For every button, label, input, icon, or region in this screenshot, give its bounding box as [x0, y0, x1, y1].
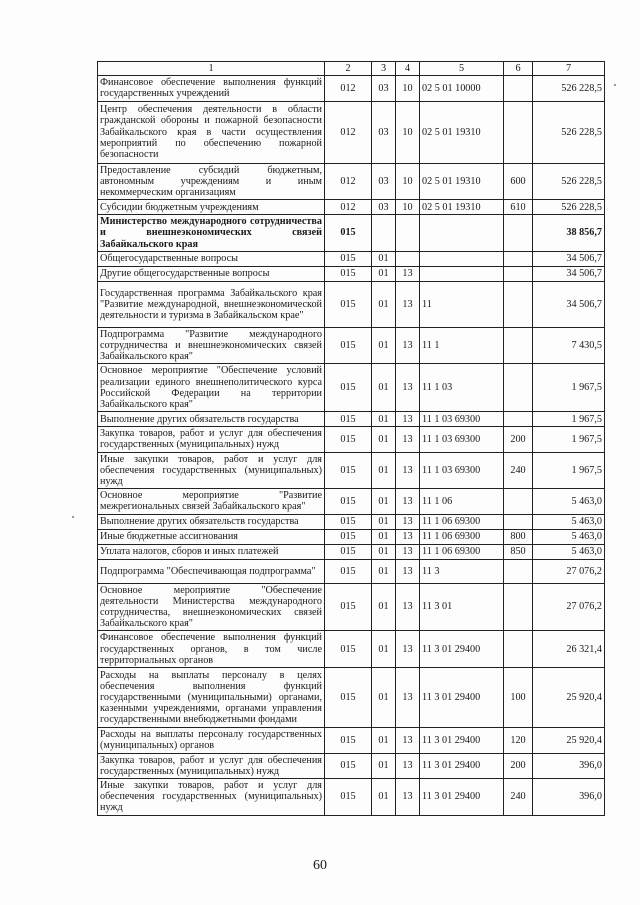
row-expense-type: 600: [504, 163, 533, 200]
row-amount: 1 967,5: [533, 412, 605, 427]
row-name: Предоставление субсидий бюджетным, автономным учреждениям и иным некоммерческим организациям: [98, 163, 325, 200]
row-amount: 526 228,5: [533, 163, 605, 200]
row-subsection-code: 10: [396, 76, 420, 101]
row-amount: 396,0: [533, 778, 605, 815]
row-name: Закупка товаров, работ и услуг для обеспечения государственных (муниципальных) нужд: [98, 427, 325, 452]
budget-table: [97, 61, 605, 816]
row-subsection-code: 13: [396, 544, 420, 559]
row-name: Основное мероприятие "Обеспечение деятельности Министерства международного сотрудничества, внешнеэкономических связей Забайкальского края": [98, 583, 325, 631]
row-subsection-code: 10: [396, 163, 420, 200]
row-name: Иные бюджетные ассигнования: [98, 529, 325, 544]
row-target-code: [420, 251, 504, 266]
table-row: [98, 668, 605, 728]
row-subsection-code: 13: [396, 753, 420, 778]
row-ministry-code: 015: [325, 583, 372, 631]
row-name: Подпрограмма "Развитие международного сотрудничества и внешнеэкономических связей Забайкальского края": [98, 327, 325, 364]
row-amount: 5 463,0: [533, 489, 605, 514]
row-subsection-code: 13: [396, 327, 420, 364]
row-section-code: 01: [372, 489, 396, 514]
row-expense-type: 200: [504, 427, 533, 452]
table-row: [98, 76, 605, 101]
row-ministry-code: 015: [325, 489, 372, 514]
row-section-code: 01: [372, 544, 396, 559]
row-name: Расходы на выплаты персоналу государственных (муниципальных) органов: [98, 728, 325, 753]
row-target-code: 02 5 01 19310: [420, 163, 504, 200]
header-row: [98, 62, 605, 76]
row-expense-type: 200: [504, 753, 533, 778]
row-amount: 25 920,4: [533, 668, 605, 728]
row-expense-type: 610: [504, 200, 533, 215]
row-subsection-code: 10: [396, 200, 420, 215]
row-target-code: [420, 266, 504, 281]
row-target-code: 11 3: [420, 559, 504, 583]
row-section-code: 01: [372, 281, 396, 327]
table-row: [98, 215, 605, 252]
row-name: Общегосударственные вопросы: [98, 251, 325, 266]
row-expense-type: [504, 559, 533, 583]
row-subsection-code: 10: [396, 101, 420, 163]
row-target-code: 11 1 06 69300: [420, 529, 504, 544]
row-name: Закупка товаров, работ и услуг для обеспечения государственных (муниципальных) нужд: [98, 753, 325, 778]
row-subsection-code: 13: [396, 559, 420, 583]
row-name: Подпрограмма "Обеспечивающая подпрограмма": [98, 559, 325, 583]
row-amount: 34 506,7: [533, 251, 605, 266]
row-expense-type: [504, 514, 533, 529]
row-ministry-code: 015: [325, 215, 372, 252]
row-amount: 5 463,0: [533, 529, 605, 544]
row-subsection-code: 13: [396, 281, 420, 327]
row-name: Государственная программа Забайкальского края "Развитие международной, внешнеэкономической деятельности и туризма в Забайкальском крае": [98, 281, 325, 327]
row-amount: 526 228,5: [533, 101, 605, 163]
row-amount: 27 076,2: [533, 583, 605, 631]
row-ministry-code: 012: [325, 163, 372, 200]
row-subsection-code: 13: [396, 266, 420, 281]
table-row: [98, 163, 605, 200]
table-row: [98, 728, 605, 753]
row-name: Центр обеспечения деятельности в области гражданской обороны и пожарной безопасности Забайкальского края в части осуществления мероприятий по обеспечению пожарной безопасности: [98, 101, 325, 163]
header-col-1: 1: [98, 62, 325, 76]
row-expense-type: [504, 251, 533, 266]
header-col-3: 3: [372, 62, 396, 76]
row-name: Выполнение других обязательств государства: [98, 514, 325, 529]
row-subsection-code: 13: [396, 778, 420, 815]
row-ministry-code: 015: [325, 544, 372, 559]
row-ministry-code: 012: [325, 101, 372, 163]
row-ministry-code: 015: [325, 281, 372, 327]
row-ministry-code: 015: [325, 412, 372, 427]
table-row: [98, 281, 605, 327]
row-subsection-code: [396, 215, 420, 252]
table-row: [98, 778, 605, 815]
row-ministry-code: 012: [325, 200, 372, 215]
row-section-code: 01: [372, 266, 396, 281]
table-row: [98, 514, 605, 529]
row-ministry-code: 015: [325, 778, 372, 815]
row-expense-type: 100: [504, 668, 533, 728]
row-amount: 26 321,4: [533, 631, 605, 668]
row-ministry-code: 015: [325, 327, 372, 364]
row-amount: 526 228,5: [533, 76, 605, 101]
row-section-code: 03: [372, 101, 396, 163]
row-target-code: 02 5 01 10000: [420, 76, 504, 101]
row-expense-type: [504, 215, 533, 252]
row-ministry-code: 015: [325, 266, 372, 281]
row-amount: 396,0: [533, 753, 605, 778]
row-subsection-code: 13: [396, 489, 420, 514]
row-section-code: 01: [372, 514, 396, 529]
row-section-code: 01: [372, 412, 396, 427]
table-row: [98, 327, 605, 364]
row-amount: 1 967,5: [533, 427, 605, 452]
row-expense-type: [504, 266, 533, 281]
row-ministry-code: 015: [325, 427, 372, 452]
row-amount: 34 506,7: [533, 281, 605, 327]
row-ministry-code: 015: [325, 251, 372, 266]
table-row: [98, 544, 605, 559]
row-subsection-code: 13: [396, 452, 420, 489]
row-name: Основное мероприятие "Обеспечение условий реализации единого внешнеполитического курса Российской Федерации на территории Забайкальского края": [98, 364, 325, 412]
row-target-code: 11 1 06: [420, 489, 504, 514]
row-name: Другие общегосударственные вопросы: [98, 266, 325, 281]
row-section-code: 03: [372, 163, 396, 200]
row-ministry-code: 012: [325, 76, 372, 101]
row-amount: 7 430,5: [533, 327, 605, 364]
row-name: Иные закупки товаров, работ и услуг для обеспечения государственных (муниципальных) нужд: [98, 452, 325, 489]
row-expense-type: [504, 101, 533, 163]
row-target-code: 11 3 01 29400: [420, 668, 504, 728]
row-subsection-code: 13: [396, 728, 420, 753]
row-section-code: 01: [372, 251, 396, 266]
row-section-code: 01: [372, 427, 396, 452]
row-expense-type: [504, 281, 533, 327]
row-section-code: 01: [372, 753, 396, 778]
row-target-code: 11 1 06 69300: [420, 514, 504, 529]
header-col-5: 5: [420, 62, 504, 76]
row-expense-type: [504, 364, 533, 412]
row-name: Субсидии бюджетным учреждениям: [98, 200, 325, 215]
table-row: [98, 452, 605, 489]
row-ministry-code: 015: [325, 364, 372, 412]
row-amount: 25 920,4: [533, 728, 605, 753]
row-section-code: 03: [372, 200, 396, 215]
row-amount: 34 506,7: [533, 266, 605, 281]
row-target-code: 02 5 01 19310: [420, 200, 504, 215]
row-target-code: 11 3 01 29400: [420, 778, 504, 815]
row-expense-type: 240: [504, 452, 533, 489]
row-section-code: 01: [372, 631, 396, 668]
row-target-code: 11 1 03 69300: [420, 427, 504, 452]
row-expense-type: 800: [504, 529, 533, 544]
row-target-code: 11 1: [420, 327, 504, 364]
row-expense-type: [504, 631, 533, 668]
row-amount: 526 228,5: [533, 200, 605, 215]
row-target-code: [420, 215, 504, 252]
row-name: Выполнение других обязательств государства: [98, 412, 325, 427]
row-target-code: 11 1 03: [420, 364, 504, 412]
row-expense-type: [504, 327, 533, 364]
row-amount: 5 463,0: [533, 514, 605, 529]
row-expense-type: 120: [504, 728, 533, 753]
row-section-code: 01: [372, 452, 396, 489]
row-target-code: 11 3 01 29400: [420, 631, 504, 668]
row-target-code: 11 1 03 69300: [420, 412, 504, 427]
row-section-code: 01: [372, 529, 396, 544]
row-section-code: 01: [372, 364, 396, 412]
row-ministry-code: 015: [325, 728, 372, 753]
row-section-code: 01: [372, 559, 396, 583]
table-row: [98, 200, 605, 215]
table-row: [98, 583, 605, 631]
table-row: [98, 101, 605, 163]
row-section-code: 03: [372, 76, 396, 101]
header-col-2: 2: [325, 62, 372, 76]
row-subsection-code: 13: [396, 412, 420, 427]
row-ministry-code: 015: [325, 529, 372, 544]
table-row: [98, 559, 605, 583]
row-expense-type: 240: [504, 778, 533, 815]
row-amount: 1 967,5: [533, 364, 605, 412]
row-subsection-code: 13: [396, 668, 420, 728]
row-section-code: 01: [372, 728, 396, 753]
table-row: [98, 529, 605, 544]
table-row: [98, 251, 605, 266]
table-row: [98, 753, 605, 778]
row-ministry-code: 015: [325, 559, 372, 583]
row-section-code: 01: [372, 583, 396, 631]
table-body: [98, 76, 605, 815]
header-col-6: 6: [504, 62, 533, 76]
row-section-code: 01: [372, 668, 396, 728]
row-name: Финансовое обеспечение выполнения функций государственных учреждений: [98, 76, 325, 101]
row-amount: 5 463,0: [533, 544, 605, 559]
page-number: 60: [313, 858, 327, 873]
row-name: Расходы на выплаты персоналу в целях обеспечения выполнения функций государственными (муниципальными) органами, казенными учреждениями, органами управления государственными внебюджетными фондами: [98, 668, 325, 728]
table-row: [98, 427, 605, 452]
header-col-4: 4: [396, 62, 420, 76]
row-subsection-code: 13: [396, 583, 420, 631]
row-section-code: 01: [372, 778, 396, 815]
row-name: Основное мероприятие "Развитие межрегиональных связей Забайкальского края": [98, 489, 325, 514]
row-amount: 27 076,2: [533, 559, 605, 583]
row-target-code: 11 3 01 29400: [420, 753, 504, 778]
row-section-code: [372, 215, 396, 252]
scan-speck: [614, 84, 616, 86]
header-col-7: 7: [533, 62, 605, 76]
row-name: Министерство международного сотрудничества и внешнеэкономических связей Забайкальского края: [98, 215, 325, 252]
row-expense-type: 850: [504, 544, 533, 559]
row-subsection-code: [396, 251, 420, 266]
table-row: [98, 266, 605, 281]
table-row: [98, 489, 605, 514]
row-subsection-code: 13: [396, 364, 420, 412]
row-subsection-code: 13: [396, 529, 420, 544]
row-ministry-code: 015: [325, 753, 372, 778]
row-name: Уплата налогов, сборов и иных платежей: [98, 544, 325, 559]
row-name: Финансовое обеспечение выполнения функций государственных органов, в том числе территориальных органов: [98, 631, 325, 668]
row-ministry-code: 015: [325, 631, 372, 668]
row-subsection-code: 13: [396, 514, 420, 529]
row-ministry-code: 015: [325, 514, 372, 529]
row-amount: 1 967,5: [533, 452, 605, 489]
row-subsection-code: 13: [396, 427, 420, 452]
table-row: [98, 412, 605, 427]
row-target-code: 11: [420, 281, 504, 327]
row-target-code: 02 5 01 19310: [420, 101, 504, 163]
row-subsection-code: 13: [396, 631, 420, 668]
row-amount: 38 856,7: [533, 215, 605, 252]
row-expense-type: [504, 76, 533, 101]
row-expense-type: [504, 489, 533, 514]
row-target-code: 11 3 01: [420, 583, 504, 631]
table-row: [98, 364, 605, 412]
row-ministry-code: 015: [325, 452, 372, 489]
table-row: [98, 631, 605, 668]
row-name: Иные закупки товаров, работ и услуг для обеспечения государственных (муниципальных) нужд: [98, 778, 325, 815]
row-target-code: 11 3 01 29400: [420, 728, 504, 753]
scan-speck: [72, 516, 74, 518]
row-expense-type: [504, 412, 533, 427]
row-ministry-code: 015: [325, 668, 372, 728]
row-target-code: 11 1 03 69300: [420, 452, 504, 489]
row-target-code: 11 1 06 69300: [420, 544, 504, 559]
row-expense-type: [504, 583, 533, 631]
row-section-code: 01: [372, 327, 396, 364]
